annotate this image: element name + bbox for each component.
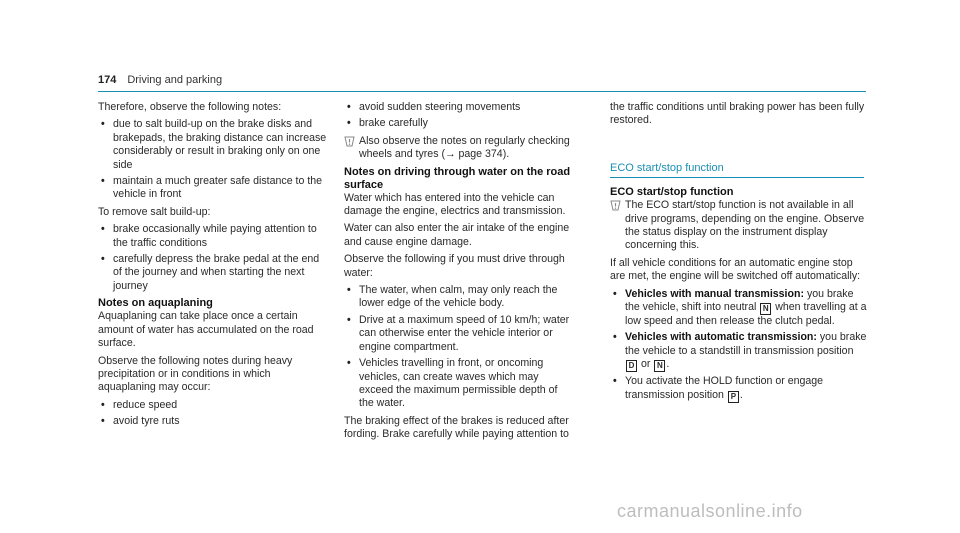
eco-bullets — [610, 288, 868, 403]
gear-key-d: D — [626, 360, 637, 372]
driving-bullets — [344, 101, 574, 131]
column-left — [98, 101, 328, 433]
intro-text: Therefore, observe the following notes: — [98, 101, 282, 113]
header-rule — [98, 91, 866, 92]
column-middle — [344, 101, 574, 446]
section-name: Driving and parking — [127, 74, 223, 86]
auto-end: . — [666, 358, 670, 371]
braking-text: The braking effect of the brakes is reduced after fording. Brake carefully while paying attention to — [344, 414, 569, 441]
heavy-rain-intro: Observe the following notes during heavy precipitation or in conditions in which aquaplaning may occur: — [98, 354, 293, 394]
list-item — [610, 375, 868, 402]
eco-note — [610, 199, 868, 253]
list-item: • maintain a much greater safe distance to the vehicle in front — [98, 175, 328, 202]
auto-or: or — [640, 358, 651, 371]
manual-text-end: when travelling at a low speed and then release the clutch pedal. — [625, 301, 867, 328]
tyre-note — [344, 135, 574, 162]
remove-intro: To remove salt build-up: — [98, 205, 211, 218]
list-item: • due to salt build-up on the brake disks and brakepads, the braking distance can increase considerably or result in braking only on one side — [98, 118, 328, 172]
list-item: • brake carefully — [344, 117, 574, 130]
gear-key-n: N — [654, 360, 665, 372]
aquaplaning-text: Aquaplaning can take place once a certain amount of water has accumulated on the road surface. — [98, 310, 314, 350]
list-item: • The water, when calm, may only reach the lower edge of the vehicle body. — [344, 284, 574, 311]
water-bullets — [344, 284, 574, 411]
list-item: • brake occasionally while paying attention to the traffic conditions — [98, 223, 328, 250]
eco-section-title: ECO start/stop function — [610, 162, 864, 178]
salt-bullets — [98, 118, 328, 201]
watermark: carmanualsonline.info — [617, 501, 803, 521]
list-item — [610, 288, 868, 329]
info-note-icon — [344, 136, 355, 147]
list-item: • Drive at a maximum speed of 10 km/h; water can otherwise enter the vehicle interior or engine compartment. — [344, 314, 574, 354]
list-item: • reduce speed — [98, 399, 328, 412]
water-heading: Notes on driving through water on the road surface — [344, 165, 571, 191]
hold-text: You activate the HOLD function or engage transmission position — [625, 375, 824, 401]
continuation-text: the traffic conditions until braking power has been fully restored. — [610, 101, 865, 127]
aquaplaning-heading: Notes on aquaplaning — [98, 297, 213, 310]
gear-key-p: P — [728, 391, 739, 403]
list-item: • avoid tyre ruts — [98, 415, 328, 428]
hold-end: . — [739, 388, 743, 401]
note-text: The ECO start/stop function is not available in all drive programs, depending on the engine. Observe the status display on the instrument display concerning this. — [625, 199, 865, 252]
eco-heading: ECO start/stop function — [610, 186, 734, 199]
conditions-text: If all vehicle conditions for an automatic engine stop are met, the engine will be switched off automatically: — [610, 256, 861, 283]
remove-bullets — [98, 223, 328, 293]
water-intro: Observe the following if you must drive through water: — [344, 253, 565, 279]
water-text-1: Water which has entered into the vehicle can damage the engine, electrics and transmission. — [344, 191, 566, 218]
note-text: Also observe the notes on regularly checking wheels and tyres (→ page 374). — [359, 134, 570, 161]
list-item: • Vehicles travelling in front, or oncoming vehicles, can create waves which may exceed the maximum permissible depth of the water. — [344, 357, 574, 411]
column-right — [610, 101, 868, 407]
auto-text: you brake the vehicle to a standstill in transmission position — [625, 331, 867, 357]
page-number: 174 — [98, 74, 117, 86]
page-header — [98, 74, 866, 90]
list-item: • avoid sudden steering movements — [344, 101, 574, 114]
list-item — [610, 331, 868, 372]
manual-text: you brake the vehicle, shift into neutral — [625, 287, 854, 314]
list-item: • carefully depress the brake pedal at the end of the journey and when starting the next journey — [98, 253, 328, 293]
heavy-rain-bullets — [98, 399, 328, 429]
auto-label: Vehicles with automatic transmission: — [625, 331, 817, 344]
gear-key-n: N — [760, 303, 771, 315]
manual-label: Vehicles with manual transmission: — [625, 287, 804, 300]
water-text-2: Water can also enter the air intake of the engine and cause engine damage. — [344, 222, 570, 248]
info-note-icon — [610, 200, 621, 211]
